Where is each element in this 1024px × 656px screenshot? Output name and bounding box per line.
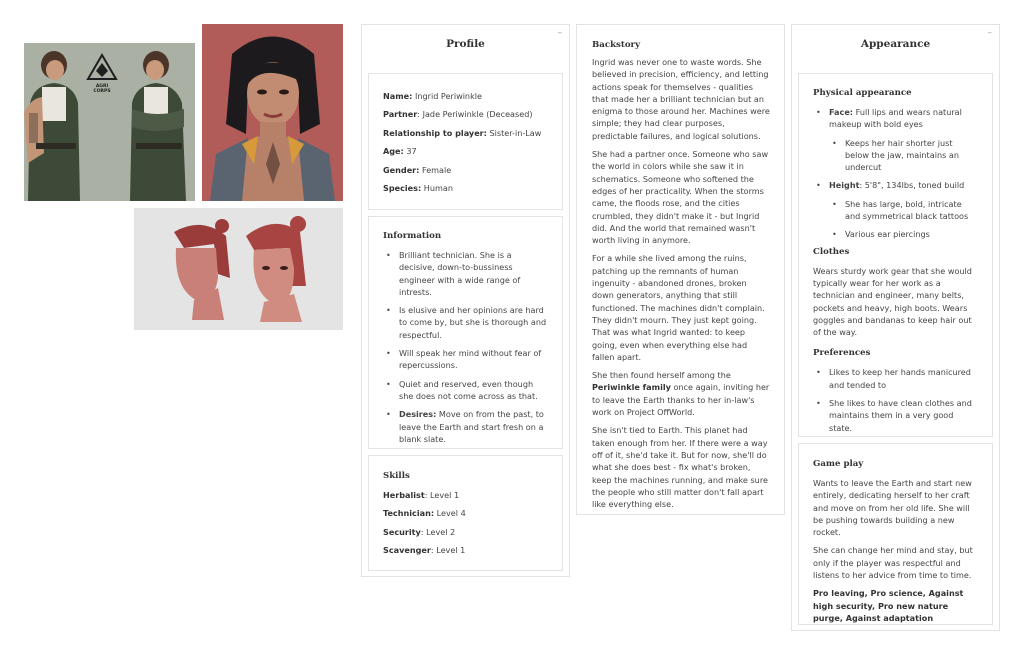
height-item [813, 179, 978, 191]
profile-title: Profile [446, 38, 485, 50]
physical-appearance-card [798, 73, 993, 437]
security-label: Security [383, 526, 421, 537]
gameplay-paragraph-2: She can change her mind and stay, but only if the player was respectful and listens to her advice from time to time. [813, 545, 973, 581]
gameplay-tags: Pro leaving, Pro science, Against high security, Pro new nature purge, Against adaptation [813, 588, 964, 623]
desires-label: Desires: [399, 409, 437, 420]
skills-title: Skills [383, 471, 410, 481]
security-value: : Level 2 [420, 526, 456, 537]
information-list [383, 249, 548, 445]
age-value: 37 [403, 146, 417, 157]
herbalist-value: : Level 1 [424, 490, 460, 500]
skill-row-technician [383, 507, 548, 519]
scavenger-value: : Level 1 [430, 545, 466, 556]
desires-value: Move on from the past, to leave the Earth and start fresh on a blank slate. [399, 409, 544, 444]
piercings-sub-item: • Various ear piercings [813, 228, 978, 240]
backstory-paragraph-5: She isn't tied to Earth. This planet had taken enough from her. If there were a way off of it, she'd take it. But for now, she'll do what she does best - fix what's broken, keep the machines running, and make sure the people who still matter don't fall apart like everything else. [592, 425, 768, 510]
profile-basic-card [368, 73, 563, 210]
tattoo-sub-item: • She has large, bold, intricate and symmetrical black tattoos [813, 198, 978, 223]
backstory-paragraph-4 [592, 369, 770, 418]
name-value: Ingrid Periwinkle [412, 91, 482, 101]
gender-label: Gender: [383, 164, 420, 175]
head-studies-image [134, 208, 343, 330]
backstory-paragraph-2: She had a partner once. Someone who saw the world in colors while she saw it in schematics. Someone who softened the edges of her practicality. When the storms came, the floods rose, and the cities crumbled, they didn't make it - but Ingrid did. And the world that remained wasn't worth living in anymore. [592, 149, 769, 246]
backstory-panel [576, 24, 785, 515]
profile-name-row [383, 90, 548, 102]
backstory-paragraph-3: For a while she lived among the ruins, patching up the remnants of human ingenuity - abandoned drones, broken down generators, anything that still functioned. The machines didn't complain. They didn't mourn. They just kept going. That was what Ingrid wanted: to keep going, even when everything else had fallen apart. [592, 253, 765, 362]
p4-end: once again, inviting her to leave the Earth thanks to her in-law's work on Project OffWorld. [592, 382, 770, 418]
age-label: Age: [383, 146, 404, 157]
appearance-panel [791, 24, 1000, 631]
species-label: Species: [383, 182, 422, 193]
list-item: • Brilliant technician. She is a decisive, down-to-bussiness engineer with a wide range of intrests. [383, 249, 548, 298]
information-title: Information [383, 231, 442, 241]
preferences-title: Preferences [813, 348, 871, 359]
list-item: • Is elusive and her opinions are hard to come by, but she is thorough and respectful. [383, 304, 548, 341]
height-value: : 5'8", 134lbs, toned build [859, 180, 965, 191]
profile-gender-row [383, 164, 548, 176]
skill-row-herbalist [383, 489, 548, 501]
skill-row-security [383, 526, 548, 538]
name-label: Name: [383, 91, 413, 101]
profile-panel [361, 24, 570, 577]
clothes-title: Clothes [813, 246, 850, 257]
logo-text-corps: CORPS [93, 89, 111, 94]
technician-label: Technician: [383, 508, 435, 519]
technician-value: Level 4 [434, 508, 466, 519]
face-label: Face: [829, 107, 854, 117]
scavenger-label: Scavenger [383, 545, 431, 556]
face-list [813, 106, 978, 241]
face-item [813, 106, 978, 131]
height-label: Height [829, 180, 860, 191]
list-item: • Quiet and reserved, even though she does not come across as that. [383, 378, 548, 403]
face-sub-item: • Keeps her hair shorter just below the jaw, maintains an undercut [813, 137, 978, 174]
skill-row-scavenger [383, 544, 548, 556]
list-item-desires [383, 408, 548, 445]
profile-partner-row [383, 108, 548, 120]
portrait-image [202, 24, 343, 201]
herbalist-label: Herbalist [383, 490, 425, 500]
periwinkle-family-highlight: Periwinkle family [592, 382, 671, 393]
face-value: Full lips and wears natural makeup with bold eyes [829, 107, 962, 130]
appearance-minimize-icon[interactable]: – [987, 28, 992, 38]
profile-minimize-icon[interactable]: – [557, 28, 562, 38]
p4-start: She then found herself among the [592, 370, 731, 381]
profile-relationship-row [383, 127, 548, 139]
profile-age-row [383, 145, 548, 157]
character-sheet-image [24, 43, 195, 201]
information-card [368, 216, 563, 449]
species-value: Human [421, 182, 453, 193]
profile-species-row [383, 182, 548, 194]
gameplay-card [798, 443, 993, 625]
list-item: • Will speak her mind without fear of repercussions. [383, 347, 548, 372]
logo-text-agri: AGRI [95, 84, 109, 89]
gender-value: Female [419, 164, 452, 175]
gameplay-paragraph-1: Wants to leave the Earth and start new entirely, dedicating herself to her craft and move on from her old life. She will be pushing towards building a new rocket. [813, 478, 972, 538]
partner-label: Partner [383, 109, 418, 120]
skills-card [368, 455, 563, 571]
gameplay-title: Game play [813, 459, 864, 469]
list-item: • Likes to keep her hands manicured and tended to [813, 366, 978, 391]
physical-appearance-title: Physical appearance [813, 88, 912, 98]
clothes-text: Wears sturdy work gear that she would typically wear for her work as a technician and engineer, many belts, pockets and heavy, high boots. Wears goggles and bandanas to keep hair out of the way. [813, 265, 972, 338]
appearance-title: Appearance [860, 38, 931, 50]
relationship-label: Relationship to player: [383, 127, 487, 138]
preferences-list [813, 366, 978, 433]
partner-value: : Jade Periwinkle (Deceased) [417, 109, 533, 120]
backstory-paragraph-1: Ingrid was never one to waste words. She believed in precision, efficiency, and letting actions speak for themselves - qualities that made her a brilliant technician but an enigma to those around her. Machines were simple; they had clear purposes, predictable failures, and logical solutions. [592, 57, 770, 141]
backstory-title: Backstory [592, 40, 641, 50]
list-item: • She likes to have clean clothes and maintains them in a very good state. [813, 397, 978, 434]
relationship-value: Sister-in-Law [486, 127, 542, 138]
